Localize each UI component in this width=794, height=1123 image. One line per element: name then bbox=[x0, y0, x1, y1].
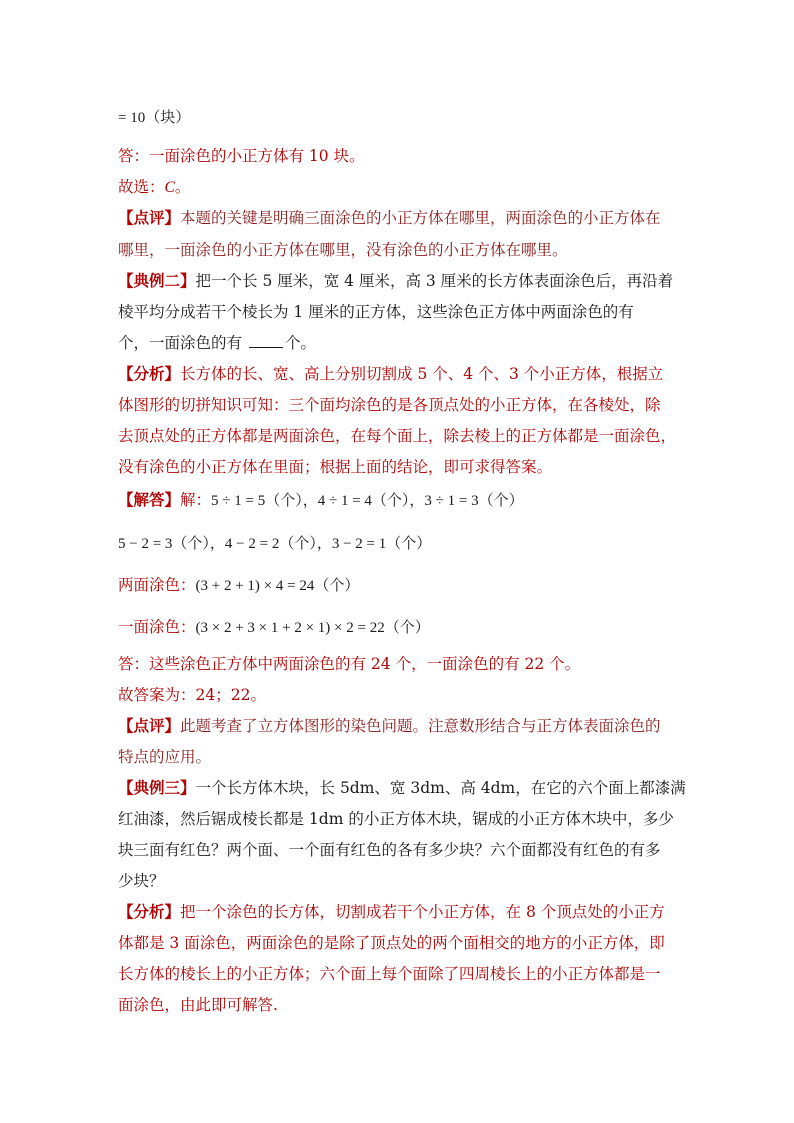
text-line bbox=[118, 395, 661, 415]
text-line bbox=[118, 533, 431, 554]
text-segment: 没有涂色的小正方体在里面；根据上面的结论，即可求得答案。 bbox=[118, 458, 553, 476]
text-segment: 5 ÷ 1 = 5（个），4 ÷ 1 = 4（个），3 ÷ 1 = 3（个） bbox=[211, 493, 524, 509]
text-line bbox=[118, 809, 674, 829]
text-line bbox=[118, 426, 676, 446]
text-segment: (3 × 2 + 3 × 1 + 2 × 1) × 2 = 22（个） bbox=[195, 620, 430, 636]
text-line bbox=[118, 333, 316, 353]
text-segment: 本题的关键是明确三面涂色的小正方体在哪里，两面涂色的小正方体在 bbox=[180, 209, 661, 227]
text-segment: 长方体的棱长上的小正方体；六个面上每个面除了四周棱长上的小正方体都是一 bbox=[118, 965, 661, 983]
text-segment: 体图形的切拼知识可知：三个面均涂色的是各顶点处的小正方体，在各棱处，除 bbox=[118, 396, 661, 414]
text-segment: 【分析】 bbox=[118, 364, 181, 383]
text-line bbox=[118, 685, 266, 705]
text-segment: C bbox=[164, 179, 175, 196]
text-line bbox=[118, 457, 552, 477]
answer-blank bbox=[249, 333, 283, 348]
text-segment: 【分析】 bbox=[118, 902, 181, 921]
text-segment: 。 bbox=[174, 178, 191, 196]
text-segment: 【点评】 bbox=[118, 208, 181, 227]
text-line bbox=[118, 177, 190, 198]
text-line bbox=[118, 840, 661, 860]
text-line bbox=[118, 902, 665, 922]
text-segment: 特点的应用。 bbox=[118, 748, 212, 766]
text-segment: 少块？ bbox=[118, 872, 165, 890]
text-segment: 解： bbox=[180, 491, 212, 509]
text-line bbox=[118, 490, 524, 511]
text-line bbox=[118, 654, 580, 674]
text-segment: 【解答】 bbox=[118, 490, 181, 509]
text-segment: 一面涂色： bbox=[118, 618, 196, 636]
text-line bbox=[118, 271, 673, 291]
text-line bbox=[118, 364, 663, 384]
text-segment: 一个长方体木块，长 5dm、宽 3dm、高 4dm，在它的六个面上都漆满 bbox=[195, 779, 686, 797]
text-segment: 长方体的长、宽、高上分别切割成 5 个、4 个、3 个小正方体，根据立 bbox=[180, 365, 664, 383]
text-segment: 红油漆，然后锯成棱长都是 1dm 的小正方体木块，锯成的小正方体木块中，多少 bbox=[118, 810, 674, 828]
text-line bbox=[118, 146, 365, 166]
text-segment: 棱平均分成若干个棱长为 1 厘米的正方体，这些涂色正方体中两面涂色的有 bbox=[118, 303, 634, 321]
text-segment: 答：一面涂色的小正方体有 10 块。 bbox=[118, 147, 365, 165]
text-segment: 两面涂色： bbox=[118, 576, 196, 594]
text-line bbox=[118, 778, 686, 798]
text-segment: = 10（块） bbox=[118, 110, 191, 126]
text-segment: 体都是 3 面涂色，两面涂色的是除了顶点处的两个面相交的地方的小正方体，即 bbox=[118, 934, 665, 952]
text-segment: 个。 bbox=[284, 334, 316, 352]
text-line bbox=[118, 995, 278, 1015]
text-line bbox=[118, 617, 430, 638]
text-segment: 此题考查了立方体图形的染色问题。注意数形结合与正方体表面涂色的 bbox=[180, 717, 661, 735]
text-line bbox=[118, 240, 568, 260]
text-segment: 块三面有红色？两个面、一个面有红色的各有多少块？六个面都没有红色的有多 bbox=[118, 841, 661, 859]
text-line bbox=[118, 716, 661, 736]
text-segment: 哪里，一面涂色的小正方体在哪里，没有涂色的小正方体在哪里。 bbox=[118, 241, 568, 259]
text-segment: 5 − 2 = 3（个），4 − 2 = 2（个），3 − 2 = 1（个） bbox=[118, 536, 432, 552]
text-segment: 个，一面涂色的有 bbox=[118, 334, 247, 352]
text-segment: 【点评】 bbox=[118, 716, 181, 735]
text-line bbox=[118, 208, 661, 228]
text-segment: 故选： bbox=[118, 178, 165, 196]
text-segment: 面涂色，由此即可解答. bbox=[118, 996, 278, 1014]
text-line bbox=[118, 871, 165, 891]
text-segment: 【典例二】 bbox=[118, 271, 196, 290]
text-line bbox=[118, 747, 211, 767]
text-segment: 把一个长 5 厘米，宽 4 厘米，高 3 厘米的长方体表面涂色后，再沿着 bbox=[195, 272, 674, 290]
text-segment: 把一个涂色的长方体，切割成若干个小正方体，在 8 个顶点处的小正方 bbox=[180, 903, 665, 921]
text-line bbox=[118, 107, 190, 128]
text-line bbox=[118, 933, 665, 953]
text-segment: 故答案为：24；22。 bbox=[118, 686, 266, 704]
text-line bbox=[118, 302, 634, 322]
text-line bbox=[118, 964, 661, 984]
text-segment: 【典例三】 bbox=[118, 778, 196, 797]
text-segment: 去顶点处的正方体都是两面涂色，在每个面上，除去棱上的正方体都是一面涂色， bbox=[118, 427, 677, 445]
text-segment: 答：这些涂色正方体中两面涂色的有 24 个，一面涂色的有 22 个。 bbox=[118, 655, 581, 673]
text-line bbox=[118, 575, 359, 596]
text-segment: (3 + 2 + 1) × 4 = 24（个） bbox=[195, 578, 360, 594]
